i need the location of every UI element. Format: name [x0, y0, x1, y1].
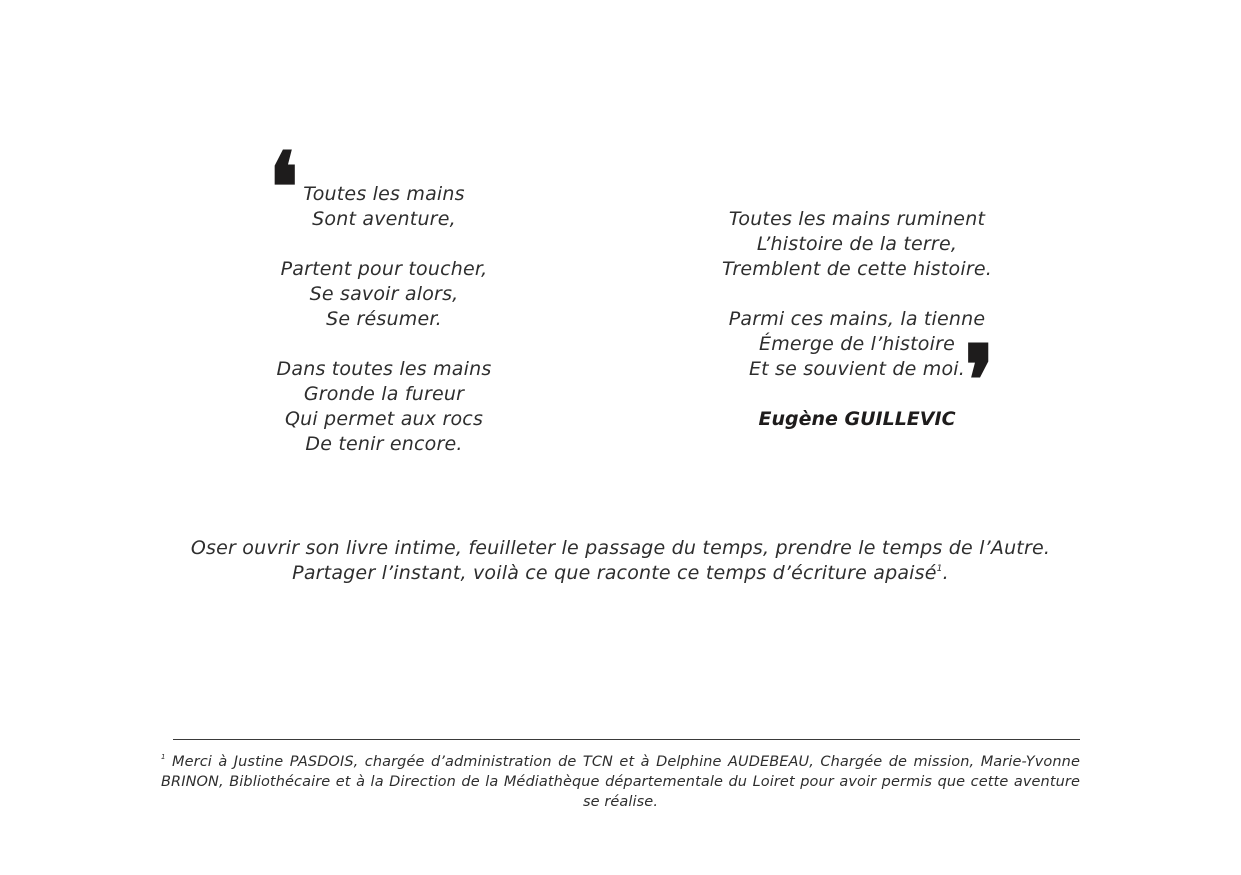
poem-line: Se savoir alors,: [309, 283, 459, 305]
poem-author: Eugène GUILLEVIC: [758, 408, 956, 430]
poem-stanza: [234, 357, 534, 457]
footnote-divider: [173, 739, 1080, 740]
poem-line: L’histoire de la terre,: [756, 233, 958, 255]
close-quote-mark: ❜: [964, 324, 995, 437]
tagline-line: Oser ouvrir son livre intime, feuilleter le passage du temps, prendre le temps de l’Autre.: [190, 537, 1051, 559]
poem-line: Dans toutes les mains: [276, 358, 492, 380]
tagline-text: Partager l’instant, voilà ce que raconte ce temps d’écriture apaisé: [292, 562, 937, 584]
poem-stanza: [234, 257, 534, 332]
poem-left-column: [234, 182, 534, 457]
poem-stanza: [234, 182, 534, 232]
poem-line: Gronde la fureur: [303, 383, 465, 405]
poem-line: Qui permet aux rocs: [284, 408, 484, 430]
footnote-text: Merci à Justine PASDOIS, chargée d’administration de TCN et à Delphine AUDEBEAU, Chargée de mission, Marie-Yvonne BRINON, Bibliothécaire et à la Direction de la Médiathèque départementale du Loiret pour avoir permis que cette aventure se réalise.: [161, 754, 1080, 810]
poem-line: Tremblent de cette histoire.: [722, 258, 992, 280]
poem-line: Toutes les mains: [303, 183, 465, 205]
poem-line: Sont aventure,: [312, 208, 456, 230]
footnote-reference: 1: [936, 564, 943, 574]
footnote: [161, 752, 1080, 812]
tagline-end: .: [942, 562, 949, 584]
poem-line: Partent pour toucher,: [280, 258, 488, 280]
poem-line: Toutes les mains ruminent: [728, 208, 986, 230]
poem-line: Parmi ces mains, la tienne: [728, 308, 986, 330]
tagline-line: [120, 561, 1121, 586]
poem-stanza: [697, 207, 1017, 282]
poem-line: De tenir encore.: [305, 433, 463, 455]
poem-line: Se résumer.: [326, 308, 442, 330]
poem-line: Émerge de l’histoire: [759, 333, 955, 355]
tagline: [120, 536, 1121, 586]
poem-line: Et se souvient de moi.: [748, 358, 966, 380]
open-quote-mark: ❛: [268, 131, 299, 244]
footnote-number: 1: [161, 753, 166, 761]
